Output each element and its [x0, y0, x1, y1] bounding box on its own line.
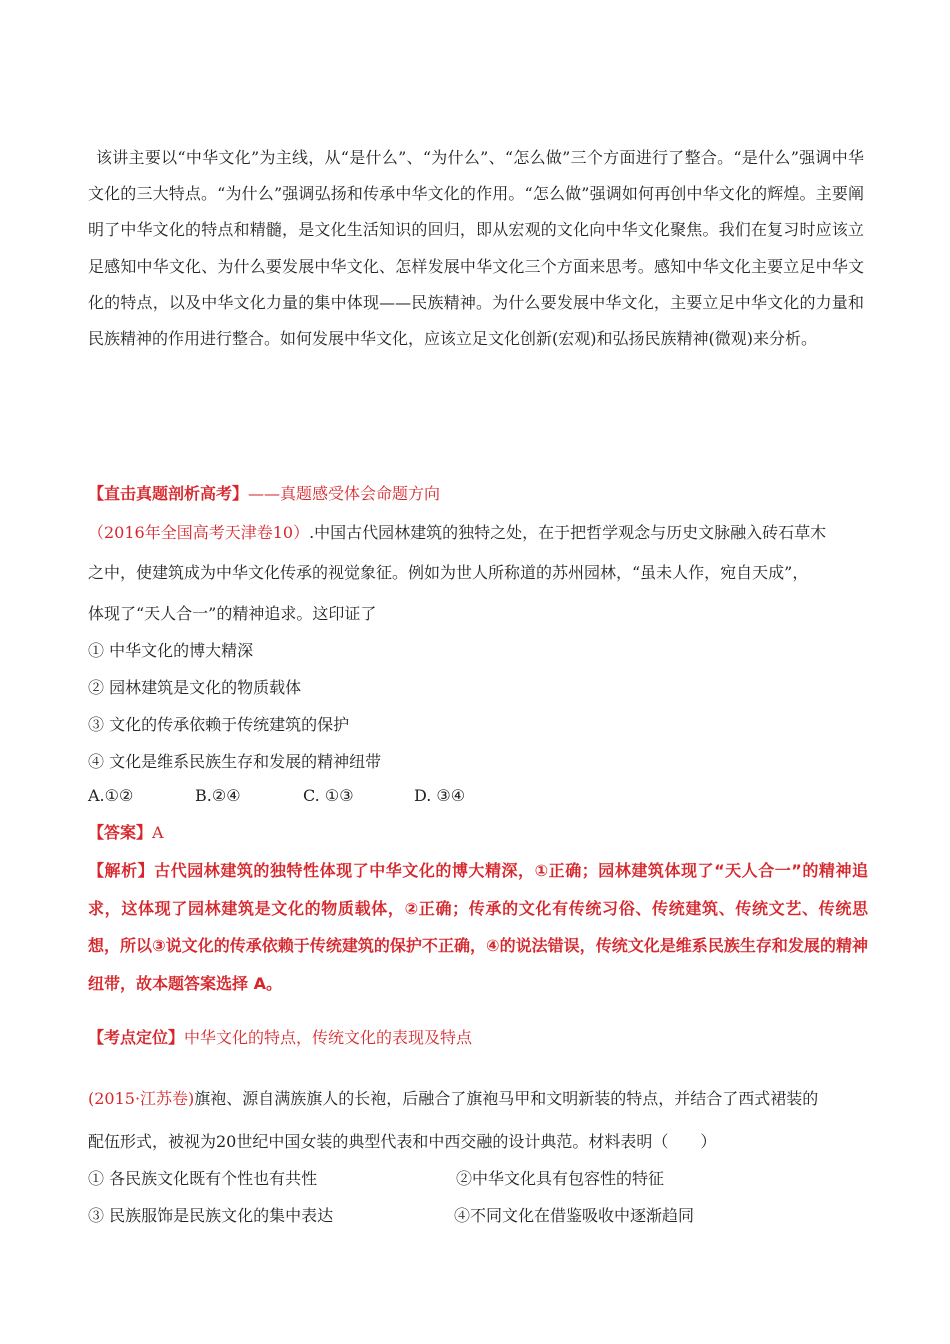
- q2-stem-line2: 配伍形式，被视为20世纪中国女装的典型代表和中西交融的设计典范。材料表明（ ）: [88, 1132, 717, 1151]
- q2-item-1: ① 各民族文化既有个性也有共性: [88, 1169, 318, 1188]
- choice-b: B.②④: [195, 786, 241, 805]
- q1-stem-line2: 之中，使建筑成为中华文化传承的视觉象征。例如为世人所称道的苏州园林，“虽未人作，宛自天成”，: [88, 563, 809, 582]
- q2-stem-line1: [88, 1086, 818, 1109]
- kaodian-line: [88, 1025, 864, 1048]
- question-1: [88, 520, 864, 820]
- section-subheading: ——真题感受体会命题方向: [248, 484, 441, 503]
- choice-d: D. ③④: [414, 786, 466, 805]
- choice-a: A.①②: [88, 786, 134, 805]
- kaodian-label: 【考点定位】: [88, 1028, 185, 1047]
- q2-item-4: ④不同文化在借鉴吸收中逐渐趋同: [454, 1206, 695, 1225]
- analysis-block: [88, 852, 868, 1002]
- q1-source: （2016年全国高考天津卷10）: [88, 523, 310, 542]
- q1-stem-line1: [88, 520, 826, 543]
- analysis-text: 古代园林建筑的独特性体现了中华文化的博大精深，①正确；园林建筑体现了“天人合一”的精神追求，这体现了园林建筑是文化的物质载体，②正确；传承的文化有传统习俗、传统建筑、传统文艺、传统思想，所以③说文化的传承依赖于传统建筑的保护不正确，④的说法错误，传统文化是维系民族生存和发展的精神纽带，故本题答案选择 A。: [88, 861, 868, 993]
- q2-item-2: ②中华文化具有包容性的特征: [456, 1169, 665, 1188]
- q1-item-2: ② 园林建筑是文化的物质载体: [88, 678, 302, 697]
- section-header: [88, 481, 864, 504]
- answer-line: [88, 820, 864, 843]
- intro-paragraph: 该讲主要以“中华文化”为主线，从“是什么”、“为什么”、“怎么做”三个方面进行了整合。“是什么”强调中华文化的三大特点。“为什么”强调弘扬和传承中华文化的作用。“怎么做”强调如何再创中华文化的辉煌。主要阐明了中华文化的特点和精髓，是文化生活知识的回归，即从宏观的文化向中华文化聚焦。我们在复习时应该立足感知中华文化、为什么要发展中华文化、怎样发展中华文化三个方面来思考。感知中华文化主要立足中华文化的特点，以及中华文化力量的集中体现——民族精神。为什么要发展中华文化，主要立足中华文化的力量和民族精神的作用进行整合。如何发展中华文化，应该立足文化创新(宏观)和弘扬民族精神(微观)来分析。: [88, 148, 864, 349]
- q1-choices: [88, 786, 864, 810]
- analysis-label: 【解析】: [88, 861, 155, 880]
- answer-label: 【答案】: [88, 823, 153, 842]
- q1-stem-line3: 体现了“天人合一”的精神追求。这印证了: [88, 604, 377, 623]
- choice-c: C. ①③: [303, 786, 354, 805]
- kaodian-text: 中华文化的特点，传统文化的表现及特点: [184, 1028, 473, 1047]
- answer-value: A: [152, 823, 164, 842]
- intro-section: [88, 140, 864, 357]
- q2-source: (2015·江苏卷): [88, 1089, 195, 1108]
- q2-item-3: ③ 民族服饰是民族文化的集中表达: [88, 1206, 334, 1225]
- q1-item-3: ③ 文化的传承依赖于传统建筑的保护: [88, 715, 350, 734]
- question-2: [88, 1086, 864, 1236]
- q1-item-4: ④ 文化是维系民族生存和发展的精神纽带: [88, 752, 382, 771]
- section-heading: 【直击真题剖析高考】: [88, 484, 249, 503]
- q1-stem-text1: .中国古代园林建筑的独特之处，在于把哲学观念与历史文脉融入砖石草木: [309, 523, 827, 542]
- q1-item-1: ① 中华文化的博大精深: [88, 641, 254, 660]
- q2-stem-text1: 旗袍、源自满族旗人的长袍，后融合了旗袍马甲和文明新装的特点，并结合了西式裙装的: [194, 1089, 819, 1108]
